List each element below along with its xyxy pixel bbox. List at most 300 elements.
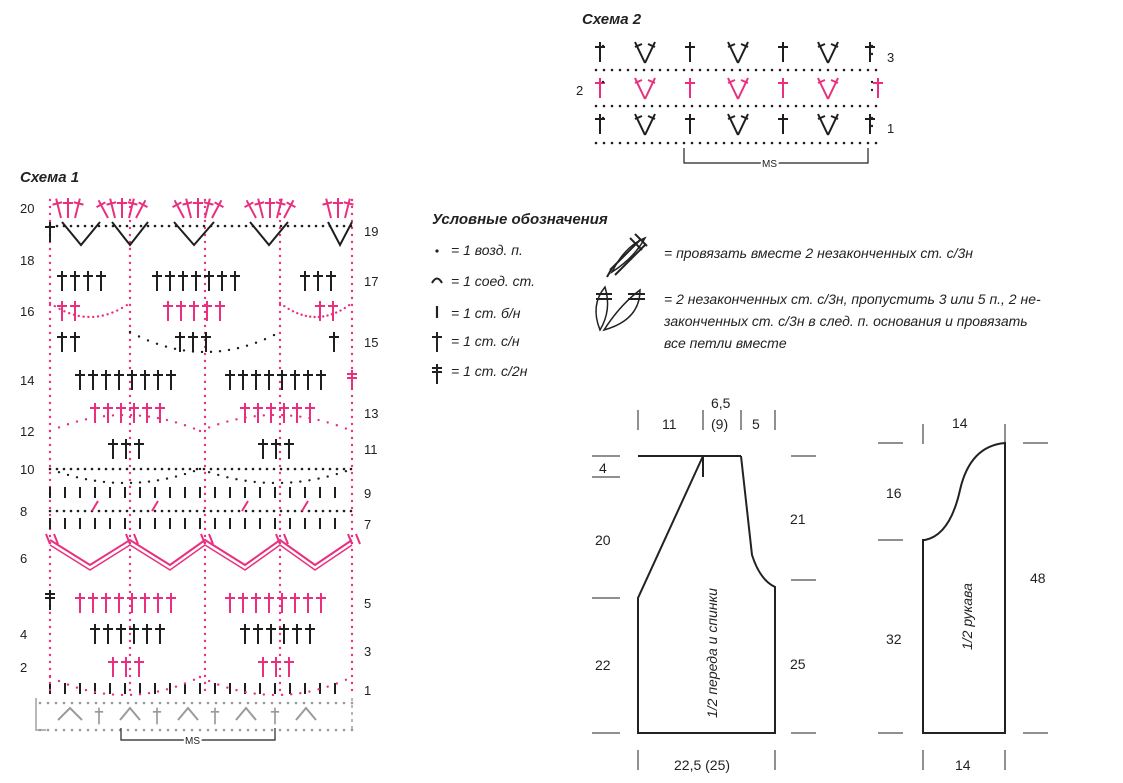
chain-stitch [239,702,242,705]
chain-stitch [271,702,274,705]
chain-stitch [295,702,298,705]
chain-stitch [315,225,318,228]
chain-stitch [210,225,213,228]
chain-stitch [215,702,218,705]
chain-stitch [287,225,290,228]
v-stitch [635,114,655,135]
chain-stitch [119,702,122,705]
double-crochet [266,403,276,423]
chain-stitch [795,105,798,108]
chain-stitch [71,702,74,705]
chain-stitch [336,468,339,471]
slip-stitch-icon [432,279,442,284]
body-dim-bottom: 22,5 (25) [674,757,731,773]
chain-stitch [723,142,726,145]
chain-stitch [196,510,199,513]
chain-stitch [301,468,304,471]
chain-stitch [91,225,94,228]
chain-stitch [707,105,710,108]
chain-stitch [70,468,73,471]
chain-stitch [603,105,606,108]
chain-stitch [259,468,262,471]
chain-stitch [603,69,606,72]
chain-stitch [231,510,234,513]
double-crochet [94,198,112,220]
double-crochet [116,403,126,423]
body-dim-right-bottom: 25 [790,656,806,672]
chain-stitch [280,225,283,228]
chain-stitch [350,510,353,513]
chain-stitch [643,69,646,72]
double-crochet [155,403,165,423]
double-crochet [193,198,203,218]
chain-stitch [87,702,90,705]
body-dim-left-middle: 20 [595,532,611,548]
chain-stitch [224,510,227,513]
chain-stitch [787,105,790,108]
double-crochet [114,370,124,390]
double-crochet [70,332,80,352]
chain-stitch [147,510,150,513]
double-crochet [685,42,695,62]
chain-stitch [635,69,638,72]
chain-stitch [329,468,332,471]
double-crochet [315,301,325,321]
chain-stitch [161,510,164,513]
chain-stitch [651,69,654,72]
chain-stitch [315,510,318,513]
chain-stitch [327,702,330,705]
chain-stitch [811,142,814,145]
chain-stitch [835,69,838,72]
chain-stitch [182,510,185,513]
legend-cluster-split-line1: = 2 незаконченных ст. с/3н, пропустить 3 или 5 п., 2 не- [664,291,1041,307]
double-crochet [284,657,294,677]
chain-stitch [238,468,241,471]
chain-stitch [619,69,622,72]
foundation-stitch [95,708,103,725]
chain-stitch [98,225,101,228]
chain-stitch [819,69,822,72]
chain-stitch [659,105,662,108]
chain-stitch [675,142,678,145]
sleeve-dim-left-top: 16 [886,485,902,501]
chain-stitch [255,702,258,705]
chain-stitch [322,510,325,513]
foundation-stitch [271,708,279,725]
double-crochet [217,271,227,291]
chain-stitch [619,105,622,108]
double-crochet [88,593,98,613]
double-crochet [277,593,287,613]
chain-stitch [819,105,822,108]
double-crochet [63,198,73,218]
scheme1-repeat-label: MS [185,736,200,747]
chain-stitch [315,468,318,471]
chain-stitch [91,468,94,471]
chain-stitch [63,225,66,228]
chain-stitch [859,69,862,72]
double-crochet [290,370,300,390]
v-stitch [818,78,838,99]
scheme1-row-label-12: 12 [20,424,35,439]
double-crochet [313,271,323,291]
chain-stitch [611,105,614,108]
body-dim-right-top: 21 [790,511,806,527]
chain-stitch [266,225,269,228]
double-crochet [132,198,150,220]
chain-stitch [191,729,194,732]
chain-stitch [231,225,234,228]
scheme1-row-label-16: 16 [20,304,35,319]
double-crochet [70,301,80,321]
double-crochet [153,370,163,390]
v-stitch [635,42,655,63]
chain-stitch [659,142,662,145]
double-crochet [329,332,339,352]
chain-stitch [210,468,213,471]
double-crochet [258,439,268,459]
double-crochet [238,370,248,390]
chain-stitch [294,510,297,513]
scheme1-row-label-13: 13 [364,406,379,421]
chain-stitch [63,468,66,471]
chain-stitch [795,69,798,72]
double-crochet [51,197,66,219]
chain-stitch [843,142,846,145]
scheme1-row-label-20: 20 [20,201,35,216]
chain-stitch [47,702,50,705]
chain-stitch [147,225,150,228]
chain-stitch [683,69,686,72]
chain-stitch [619,142,622,145]
scheme1-row-label-18: 18 [20,253,35,268]
v-stitch [728,42,748,63]
double-crochet [251,593,261,613]
chain-stitch [294,225,297,228]
double-crochet [253,403,263,423]
double-crochet [152,271,162,291]
body-pattern-label: 1/2 переда и спинки [704,588,720,718]
double-crochet [305,624,315,644]
double-crochet [204,271,214,291]
chain-stitch [859,142,862,145]
chain-stitch [635,142,638,145]
chain-stitch [755,69,758,72]
chain-stitch [287,468,290,471]
chain-stitch [207,729,210,732]
chain-stitch [747,142,750,145]
chain-stitch [651,142,654,145]
chain-stitch [112,468,115,471]
chain-stitch [210,510,213,513]
chain-stitch [223,702,226,705]
double-crochet [240,624,250,644]
chain-stitch [168,468,171,471]
v-stitch [818,42,838,63]
double-crochet [778,114,788,134]
chain-stitch [133,510,136,513]
chain-stitch [84,510,87,513]
chain-stitch [105,225,108,228]
chain-stitch [112,510,115,513]
chain-stitch [215,729,218,732]
chain-stitch [247,702,250,705]
chain-stitch [699,69,702,72]
chain-stitch [71,729,74,732]
double-crochet [127,593,137,613]
chain-stitch [635,105,638,108]
treble-crochet [347,370,357,390]
chain-stitch [755,142,758,145]
chain-stitch [126,468,129,471]
double-crochet [265,198,275,218]
chain-stitch [231,468,234,471]
chain-stitch [787,69,790,72]
scheme1-row-label-9: 9 [364,486,372,501]
scheme1-row-label-17: 17 [364,274,379,289]
double-crochet [303,593,313,613]
chain-stitch [603,142,606,145]
chain-stitch [675,69,678,72]
body-dim-top-mid: 6,5 [711,395,731,411]
chain-stitch [683,142,686,145]
chain-stitch [98,468,101,471]
scheme1-row-label-10: 10 [20,462,35,477]
legend-item-double: = 1 ст. с/н [451,333,520,349]
chain-stitch [111,702,114,705]
chain-stitch [851,105,854,108]
double-crochet [134,439,144,459]
chain-stitch [245,468,248,471]
scheme2-title: Схема 2 [582,11,642,28]
scheme2-row-label-2: 2 [576,83,584,98]
chain-stitch [739,105,742,108]
chain-stitch [126,225,129,228]
chain-stitch [336,225,339,228]
scheme1-row-label-5: 5 [364,596,372,611]
chain-stitch [699,105,702,108]
chain-stitch [133,225,136,228]
chain-stitch [875,142,878,145]
scheme2-row-label-1: 1 [887,121,895,136]
double-crochet [292,624,302,644]
double-crochet [305,403,315,423]
chain-stitch [175,510,178,513]
chain-stitch [196,468,199,471]
chain-stitch [273,468,276,471]
double-crochet [70,271,80,291]
scheme1-row-label-15: 15 [364,335,379,350]
chain-stitch [667,142,670,145]
chain-stitch [252,225,255,228]
treble-crochet [45,590,55,610]
chain-stitch [119,510,122,513]
double-crochet [292,403,302,423]
chain-stitch [322,468,325,471]
chain-stitch [683,105,686,108]
chain-stitch [335,702,338,705]
chain-stitch [238,225,241,228]
chain-stitch [643,105,646,108]
sleeve-dim-bottom: 14 [955,757,971,773]
chain-stitch [747,105,750,108]
chain-stitch [56,225,59,228]
double-crochet [215,301,225,321]
chain-stitch [252,510,255,513]
double-crochet [176,301,186,321]
double-crochet [103,403,113,423]
double-crochet [101,370,111,390]
scheme1-row-label-11: 11 [364,442,378,457]
double-crochet [103,624,113,644]
chain-stitch [49,225,52,228]
sleeve-dim-right: 48 [1030,570,1046,586]
chain-stitch [127,702,130,705]
chain-stitch [167,729,170,732]
treble-crochet-icon [432,364,442,384]
chain-stitch [699,142,702,145]
chain-stitch [739,69,742,72]
chain-stitch [319,729,322,732]
chain-stitch [827,69,830,72]
chain-stitch [279,729,282,732]
chain-stitch [175,468,178,471]
double-crochet [778,78,788,98]
chain-stitch [329,225,332,228]
double-crochet [230,271,240,291]
chain-stitch [691,105,694,108]
chain-stitch [266,468,269,471]
scheme1-title: Схема 1 [20,169,80,186]
cluster-2-icon [607,234,647,277]
chain-stitch [95,729,98,732]
chain-stitch [859,105,862,108]
chain-stitch [691,142,694,145]
double-crochet [865,114,875,134]
split-cluster-icon [596,287,645,330]
double-crochet [290,593,300,613]
double-crochet [96,271,106,291]
v-stitch [635,78,655,99]
chain-stitch [224,468,227,471]
double-crochet [75,370,85,390]
chain-stitch [182,468,185,471]
double-crochet [101,593,111,613]
chain-stitch [322,225,325,228]
chain-stitch [763,105,766,108]
chain-stitch [343,468,346,471]
chain-stitch [851,69,854,72]
chain-stitch [143,702,146,705]
chain-stitch [851,142,854,145]
chain-stitch [77,225,80,228]
double-crochet [865,42,875,62]
chain-stitch [779,105,782,108]
chain-stitch [161,225,164,228]
v-stitch [728,78,748,99]
scheme1-chart [36,197,360,731]
chain-stitch [112,225,115,228]
chain-stitch [84,468,87,471]
double-crochet [134,657,144,677]
chain-stitch [63,729,66,732]
chain-stitch [350,225,353,228]
chain-stitch [667,69,670,72]
double-crochet [316,593,326,613]
chain-stitch [723,69,726,72]
chain-stitch [103,702,106,705]
double-crochet [271,657,281,677]
chain-stitch [327,729,330,732]
double-crochet [90,624,100,644]
chain-stitch [56,468,59,471]
chain-stitch [739,142,742,145]
chain-stitch [49,510,52,513]
chain-stitch [84,225,87,228]
legend-item-chain: = 1 возд. п. [451,242,523,258]
chain-stitch [659,69,662,72]
double-crochet [258,657,268,677]
double-crochet [166,370,176,390]
chain-stitch [167,702,170,705]
chain-stitch [87,729,90,732]
double-crochet [225,593,235,613]
double-crochet [242,198,260,220]
chain-stitch [47,729,50,732]
scheme2-chart [595,42,883,144]
chain-stitch [723,105,726,108]
chain-stitch [280,468,283,471]
double-crochet [165,271,175,291]
double-crochet [142,624,152,644]
legend-cluster-split-line2: законченных ст. с/3н в след. п. основания и провязать [664,313,1028,329]
chain-stitch [98,510,101,513]
chain-stitch [875,69,878,72]
chain-stitch [308,225,311,228]
legend-cluster-split-line3: все петли вместе [664,335,787,351]
chain-stitch [819,142,822,145]
scheme2-row-label-3: 3 [887,50,895,65]
chain-stitch [295,729,298,732]
foundation-stitch [211,708,219,725]
double-crochet-icon [432,332,442,352]
double-crochet [140,370,150,390]
chain-stitch [875,105,878,108]
chain-stitch [731,142,734,145]
chain-stitch [771,142,774,145]
chain-stitch [763,142,766,145]
chain-stitch [675,105,678,108]
legend-item-slip: = 1 соед. ст. [451,273,536,289]
chain-stitch [39,702,42,705]
double-crochet [333,198,343,218]
chain-stitch [79,729,82,732]
chain-stitch [63,702,66,705]
scheme1-row-label-8: 8 [20,504,28,519]
double-crochet [70,197,85,219]
double-crochet [83,271,93,291]
chain-stitch [223,729,226,732]
chain-stitch [159,702,162,705]
chain-stitch [287,702,290,705]
chain-stitch [835,105,838,108]
double-crochet [178,271,188,291]
sleeve-dim-left-bottom: 32 [886,631,902,647]
scheme1-row-label-19: 19 [364,224,379,239]
double-crochet [155,624,165,644]
chain-stitch [303,729,306,732]
